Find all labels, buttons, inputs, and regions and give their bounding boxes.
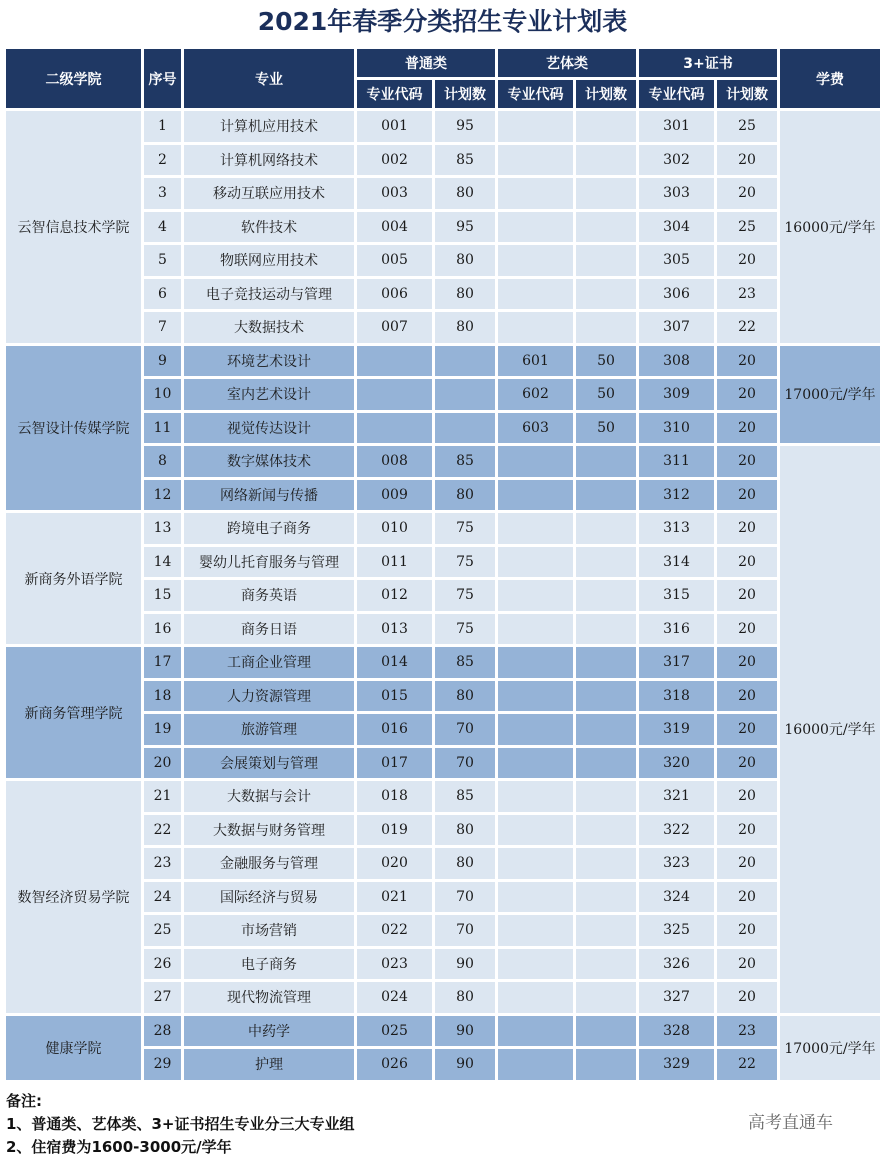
cert-plan-cell: 20 [717, 413, 777, 444]
art-plan-cell [576, 312, 636, 343]
header-general-plan: 计划数 [435, 80, 495, 108]
art-code-cell [498, 1016, 573, 1047]
general-code-cell: 023 [357, 949, 432, 980]
major-cell: 商务英语 [184, 580, 354, 611]
seq-cell: 4 [144, 212, 181, 243]
art-plan-cell [576, 815, 636, 846]
cert-code-cell: 303 [639, 178, 714, 209]
cert-plan-cell: 22 [717, 1049, 777, 1080]
general-code-cell: 016 [357, 714, 432, 745]
major-cell: 大数据与财务管理 [184, 815, 354, 846]
cert-plan-cell: 20 [717, 949, 777, 980]
cert-code-cell: 316 [639, 614, 714, 645]
notes-line-1: 1、普通类、艺体类、3+证书招生专业分三大专业组 [6, 1115, 355, 1133]
general-code-cell: 015 [357, 681, 432, 712]
cert-code-cell: 326 [639, 949, 714, 980]
cert-code-cell: 313 [639, 513, 714, 544]
general-code-cell: 021 [357, 882, 432, 913]
header-general: 普通类 [357, 49, 495, 77]
cert-code-cell: 302 [639, 145, 714, 176]
seq-cell: 2 [144, 145, 181, 176]
seq-cell: 7 [144, 312, 181, 343]
college-cell: 新商务外语学院 [6, 513, 141, 644]
major-cell: 计算机应用技术 [184, 111, 354, 142]
major-cell: 电子商务 [184, 949, 354, 980]
major-cell: 大数据技术 [184, 312, 354, 343]
cert-code-cell: 307 [639, 312, 714, 343]
general-plan-cell: 95 [435, 111, 495, 142]
cert-code-cell: 318 [639, 681, 714, 712]
seq-cell: 21 [144, 781, 181, 812]
cert-code-cell: 304 [639, 212, 714, 243]
table-row [6, 111, 880, 142]
art-plan-cell [576, 145, 636, 176]
general-code-cell [357, 379, 432, 410]
cert-plan-cell: 20 [717, 346, 777, 377]
cert-code-cell: 310 [639, 413, 714, 444]
general-plan-cell: 75 [435, 614, 495, 645]
college-cell: 云智信息技术学院 [6, 111, 141, 343]
notes-line-2: 2、住宿费为1600-3000元/学年 [6, 1138, 232, 1156]
cert-plan-cell: 20 [717, 480, 777, 511]
major-cell: 跨境电子商务 [184, 513, 354, 544]
fee-cell: 16000元/学年 [780, 111, 880, 343]
art-plan-cell [576, 513, 636, 544]
seq-cell: 8 [144, 446, 181, 477]
cert-code-cell: 311 [639, 446, 714, 477]
art-plan-cell [576, 212, 636, 243]
general-plan-cell: 75 [435, 580, 495, 611]
seq-cell: 22 [144, 815, 181, 846]
seq-cell: 11 [144, 413, 181, 444]
general-code-cell: 006 [357, 279, 432, 310]
seq-cell: 5 [144, 245, 181, 276]
seq-cell: 25 [144, 915, 181, 946]
seq-cell: 14 [144, 547, 181, 578]
cert-plan-cell: 22 [717, 312, 777, 343]
cert-plan-cell: 20 [717, 915, 777, 946]
cert-plan-cell: 20 [717, 982, 777, 1013]
cert-code-cell: 301 [639, 111, 714, 142]
general-plan-cell: 75 [435, 513, 495, 544]
seq-cell: 16 [144, 614, 181, 645]
general-code-cell: 013 [357, 614, 432, 645]
cert-plan-cell: 23 [717, 279, 777, 310]
art-plan-cell [576, 614, 636, 645]
seq-cell: 19 [144, 714, 181, 745]
general-plan-cell: 80 [435, 982, 495, 1013]
page-title: 2021年春季分类招生专业计划表 [257, 7, 628, 36]
general-plan-cell: 70 [435, 714, 495, 745]
general-plan-cell: 80 [435, 279, 495, 310]
general-plan-cell: 85 [435, 446, 495, 477]
table-row [6, 346, 880, 377]
art-code-cell [498, 681, 573, 712]
cert-plan-cell: 20 [717, 647, 777, 678]
cert-code-cell: 328 [639, 1016, 714, 1047]
art-code-cell [498, 714, 573, 745]
art-plan-cell: 50 [576, 379, 636, 410]
cert-code-cell: 312 [639, 480, 714, 511]
general-code-cell: 026 [357, 1049, 432, 1080]
cert-code-cell: 308 [639, 346, 714, 377]
major-cell: 旅游管理 [184, 714, 354, 745]
general-code-cell: 004 [357, 212, 432, 243]
general-plan-cell: 90 [435, 1049, 495, 1080]
general-code-cell: 007 [357, 312, 432, 343]
cert-plan-cell: 20 [717, 245, 777, 276]
general-plan-cell: 70 [435, 882, 495, 913]
art-code-cell [498, 982, 573, 1013]
header-major: 专业 [184, 49, 354, 108]
seq-cell: 13 [144, 513, 181, 544]
general-plan-cell: 90 [435, 949, 495, 980]
art-plan-cell [576, 714, 636, 745]
cert-plan-cell: 20 [717, 614, 777, 645]
cert-code-cell: 315 [639, 580, 714, 611]
general-plan-cell: 80 [435, 178, 495, 209]
art-code-cell [498, 547, 573, 578]
major-cell: 网络新闻与传播 [184, 480, 354, 511]
art-code-cell [498, 815, 573, 846]
cert-code-cell: 320 [639, 748, 714, 779]
major-cell: 婴幼儿托育服务与管理 [184, 547, 354, 578]
cert-code-cell: 314 [639, 547, 714, 578]
art-code-cell [498, 245, 573, 276]
general-plan-cell [435, 379, 495, 410]
seq-cell: 23 [144, 848, 181, 879]
general-plan-cell: 70 [435, 915, 495, 946]
general-plan-cell: 80 [435, 480, 495, 511]
college-cell: 健康学院 [6, 1016, 141, 1080]
art-plan-cell [576, 982, 636, 1013]
major-cell: 视觉传达设计 [184, 413, 354, 444]
general-plan-cell [435, 413, 495, 444]
cert-code-cell: 322 [639, 815, 714, 846]
general-code-cell: 012 [357, 580, 432, 611]
general-code-cell: 009 [357, 480, 432, 511]
art-plan-cell [576, 949, 636, 980]
cert-plan-cell: 25 [717, 111, 777, 142]
art-code-cell [498, 614, 573, 645]
college-cell: 数智经济贸易学院 [6, 781, 141, 1013]
header-art: 艺体类 [498, 49, 636, 77]
fee-cell: 17000元/学年 [780, 346, 880, 444]
header-cert-code: 专业代码 [639, 80, 714, 108]
general-plan-cell: 95 [435, 212, 495, 243]
art-code-cell [498, 446, 573, 477]
general-code-cell: 005 [357, 245, 432, 276]
art-code-cell [498, 781, 573, 812]
seq-cell: 6 [144, 279, 181, 310]
cert-code-cell: 323 [639, 848, 714, 879]
college-cell: 新商务管理学院 [6, 647, 141, 778]
general-plan-cell: 85 [435, 647, 495, 678]
art-code-cell [498, 848, 573, 879]
cert-plan-cell: 20 [717, 714, 777, 745]
notes [6, 1090, 354, 1159]
seq-cell: 3 [144, 178, 181, 209]
art-code-cell [498, 312, 573, 343]
cert-plan-cell: 20 [717, 848, 777, 879]
seq-cell: 18 [144, 681, 181, 712]
cert-code-cell: 306 [639, 279, 714, 310]
art-plan-cell [576, 178, 636, 209]
art-plan-cell [576, 1016, 636, 1047]
major-cell: 移动互联应用技术 [184, 178, 354, 209]
seq-cell: 15 [144, 580, 181, 611]
art-plan-cell [576, 748, 636, 779]
cert-plan-cell: 20 [717, 145, 777, 176]
major-cell: 中药学 [184, 1016, 354, 1047]
art-plan-cell [576, 848, 636, 879]
seq-cell: 24 [144, 882, 181, 913]
major-cell: 人力资源管理 [184, 681, 354, 712]
watermark: 高考直通车 [748, 1113, 833, 1133]
cert-plan-cell: 20 [717, 513, 777, 544]
art-plan-cell [576, 547, 636, 578]
general-code-cell: 010 [357, 513, 432, 544]
general-plan-cell: 80 [435, 681, 495, 712]
art-code-cell [498, 279, 573, 310]
art-plan-cell [576, 279, 636, 310]
art-code-cell [498, 748, 573, 779]
major-cell: 工商企业管理 [184, 647, 354, 678]
general-plan-cell: 85 [435, 781, 495, 812]
major-cell: 环境艺术设计 [184, 346, 354, 377]
general-plan-cell: 80 [435, 815, 495, 846]
major-cell: 计算机网络技术 [184, 145, 354, 176]
cert-plan-cell: 20 [717, 681, 777, 712]
art-code-cell [498, 882, 573, 913]
major-cell: 数字媒体技术 [184, 446, 354, 477]
general-code-cell: 020 [357, 848, 432, 879]
general-code-cell: 003 [357, 178, 432, 209]
art-code-cell: 601 [498, 346, 573, 377]
general-code-cell: 017 [357, 748, 432, 779]
general-plan-cell: 70 [435, 748, 495, 779]
general-plan-cell [435, 346, 495, 377]
general-plan-cell: 80 [435, 848, 495, 879]
art-plan-cell [576, 781, 636, 812]
table-row [6, 781, 880, 812]
cert-code-cell: 325 [639, 915, 714, 946]
table-row [6, 647, 880, 678]
general-code-cell: 025 [357, 1016, 432, 1047]
header-fee: 学费 [780, 49, 880, 108]
cert-code-cell: 305 [639, 245, 714, 276]
major-cell: 国际经济与贸易 [184, 882, 354, 913]
cert-plan-cell: 20 [717, 446, 777, 477]
major-cell: 物联网应用技术 [184, 245, 354, 276]
art-code-cell [498, 647, 573, 678]
art-code-cell [498, 513, 573, 544]
general-code-cell [357, 346, 432, 377]
seq-cell: 26 [144, 949, 181, 980]
art-code-cell [498, 111, 573, 142]
art-plan-cell: 50 [576, 413, 636, 444]
header-college: 二级学院 [6, 49, 141, 108]
art-plan-cell [576, 681, 636, 712]
cert-plan-cell: 20 [717, 547, 777, 578]
general-code-cell [357, 413, 432, 444]
major-cell: 市场营销 [184, 915, 354, 946]
table-row [6, 1016, 880, 1047]
cert-plan-cell: 20 [717, 379, 777, 410]
fee-cell: 17000元/学年 [780, 1016, 880, 1080]
art-code-cell [498, 949, 573, 980]
general-code-cell: 008 [357, 446, 432, 477]
cert-code-cell: 321 [639, 781, 714, 812]
cert-plan-cell: 20 [717, 815, 777, 846]
general-code-cell: 019 [357, 815, 432, 846]
art-code-cell [498, 145, 573, 176]
art-code-cell [498, 212, 573, 243]
art-plan-cell [576, 480, 636, 511]
header-cert-plan: 计划数 [717, 80, 777, 108]
major-cell: 商务日语 [184, 614, 354, 645]
seq-cell: 9 [144, 346, 181, 377]
header-art-plan: 计划数 [576, 80, 636, 108]
art-plan-cell [576, 647, 636, 678]
cert-plan-cell: 20 [717, 748, 777, 779]
art-code-cell [498, 1049, 573, 1080]
notes-heading: 备注: [6, 1092, 42, 1110]
art-code-cell [498, 178, 573, 209]
cert-plan-cell: 25 [717, 212, 777, 243]
general-code-cell: 014 [357, 647, 432, 678]
seq-cell: 28 [144, 1016, 181, 1047]
general-plan-cell: 75 [435, 547, 495, 578]
general-code-cell: 001 [357, 111, 432, 142]
art-plan-cell [576, 1049, 636, 1080]
major-cell: 大数据与会计 [184, 781, 354, 812]
cert-code-cell: 309 [639, 379, 714, 410]
art-plan-cell [576, 915, 636, 946]
header-general-code: 专业代码 [357, 80, 432, 108]
general-code-cell: 022 [357, 915, 432, 946]
general-plan-cell: 80 [435, 245, 495, 276]
major-cell: 电子竞技运动与管理 [184, 279, 354, 310]
art-plan-cell [576, 882, 636, 913]
general-code-cell: 024 [357, 982, 432, 1013]
general-plan-cell: 90 [435, 1016, 495, 1047]
art-plan-cell: 50 [576, 346, 636, 377]
general-plan-cell: 80 [435, 312, 495, 343]
seq-cell: 27 [144, 982, 181, 1013]
seq-cell: 1 [144, 111, 181, 142]
cert-code-cell: 324 [639, 882, 714, 913]
cert-plan-cell: 20 [717, 882, 777, 913]
major-cell: 软件技术 [184, 212, 354, 243]
header-art-code: 专业代码 [498, 80, 573, 108]
art-plan-cell [576, 245, 636, 276]
cert-code-cell: 327 [639, 982, 714, 1013]
college-cell: 云智设计传媒学院 [6, 346, 141, 511]
major-cell: 室内艺术设计 [184, 379, 354, 410]
fee-cell: 16000元/学年 [780, 446, 880, 1013]
art-code-cell [498, 915, 573, 946]
art-plan-cell [576, 446, 636, 477]
art-code-cell: 603 [498, 413, 573, 444]
header-seq: 序号 [144, 49, 181, 108]
seq-cell: 10 [144, 379, 181, 410]
general-code-cell: 011 [357, 547, 432, 578]
cert-code-cell: 319 [639, 714, 714, 745]
header-cert: 3+证书 [639, 49, 777, 77]
art-code-cell [498, 580, 573, 611]
major-cell: 会展策划与管理 [184, 748, 354, 779]
seq-cell: 12 [144, 480, 181, 511]
major-cell: 护理 [184, 1049, 354, 1080]
cert-code-cell: 329 [639, 1049, 714, 1080]
seq-cell: 20 [144, 748, 181, 779]
cert-plan-cell: 20 [717, 178, 777, 209]
table-row [6, 513, 880, 544]
cert-plan-cell: 23 [717, 1016, 777, 1047]
enrollment-plan-table [3, 46, 883, 1083]
cert-plan-cell: 20 [717, 781, 777, 812]
seq-cell: 17 [144, 647, 181, 678]
art-plan-cell [576, 111, 636, 142]
art-code-cell [498, 480, 573, 511]
cert-plan-cell: 20 [717, 580, 777, 611]
general-plan-cell: 85 [435, 145, 495, 176]
art-code-cell: 602 [498, 379, 573, 410]
seq-cell: 29 [144, 1049, 181, 1080]
general-code-cell: 018 [357, 781, 432, 812]
art-plan-cell [576, 580, 636, 611]
major-cell: 金融服务与管理 [184, 848, 354, 879]
cert-code-cell: 317 [639, 647, 714, 678]
general-code-cell: 002 [357, 145, 432, 176]
major-cell: 现代物流管理 [184, 982, 354, 1013]
